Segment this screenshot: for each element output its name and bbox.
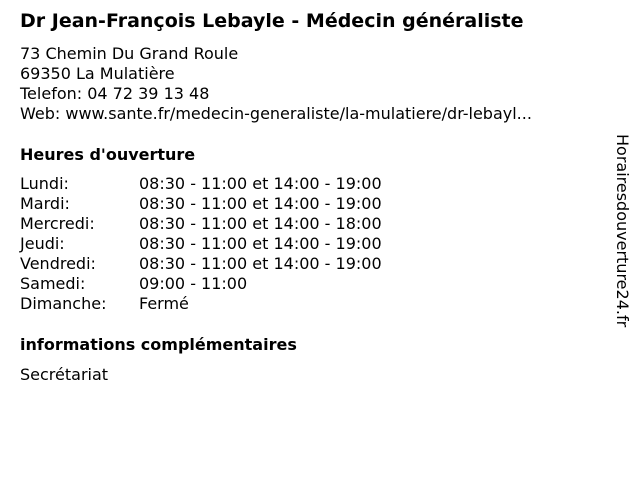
additional-info-text: Secrétariat (20, 365, 109, 384)
day-label: Vendredi: (20, 254, 96, 273)
time-value: 09:00 - 11:00 (139, 274, 248, 293)
day-label: Mercredi: (20, 214, 95, 233)
day-label: Samedi: (20, 274, 86, 293)
page-title: Dr Jean-François Lebayle - Médecin généraliste (20, 10, 524, 32)
time-value: 08:30 - 11:00 et 14:00 - 19:00 (139, 254, 382, 273)
website-link[interactable]: Web: www.sante.fr/medecin-generaliste/la-mulatiere/dr-lebayl... (20, 104, 532, 123)
site-brand-label: Horairesdouverture24.fr (613, 134, 632, 328)
time-value: 08:30 - 11:00 et 14:00 - 19:00 (139, 234, 382, 253)
address-street: 73 Chemin Du Grand Roule (20, 44, 239, 63)
time-value: 08:30 - 11:00 et 14:00 - 18:00 (139, 214, 382, 233)
additional-info-heading: informations complémentaires (20, 335, 297, 354)
opening-hours-heading: Heures d'ouverture (20, 145, 196, 164)
phone-number: Telefon: 04 72 39 13 48 (20, 84, 210, 103)
address-city: 69350 La Mulatière (20, 64, 175, 83)
time-value: 08:30 - 11:00 et 14:00 - 19:00 (139, 174, 382, 193)
time-value: 08:30 - 11:00 et 14:00 - 19:00 (139, 194, 382, 213)
day-label: Lundi: (20, 174, 69, 193)
day-label: Jeudi: (20, 234, 65, 253)
address-block (20, 44, 532, 124)
day-label: Dimanche: (20, 294, 107, 313)
day-label: Mardi: (20, 194, 70, 213)
time-value: Fermé (139, 294, 189, 313)
